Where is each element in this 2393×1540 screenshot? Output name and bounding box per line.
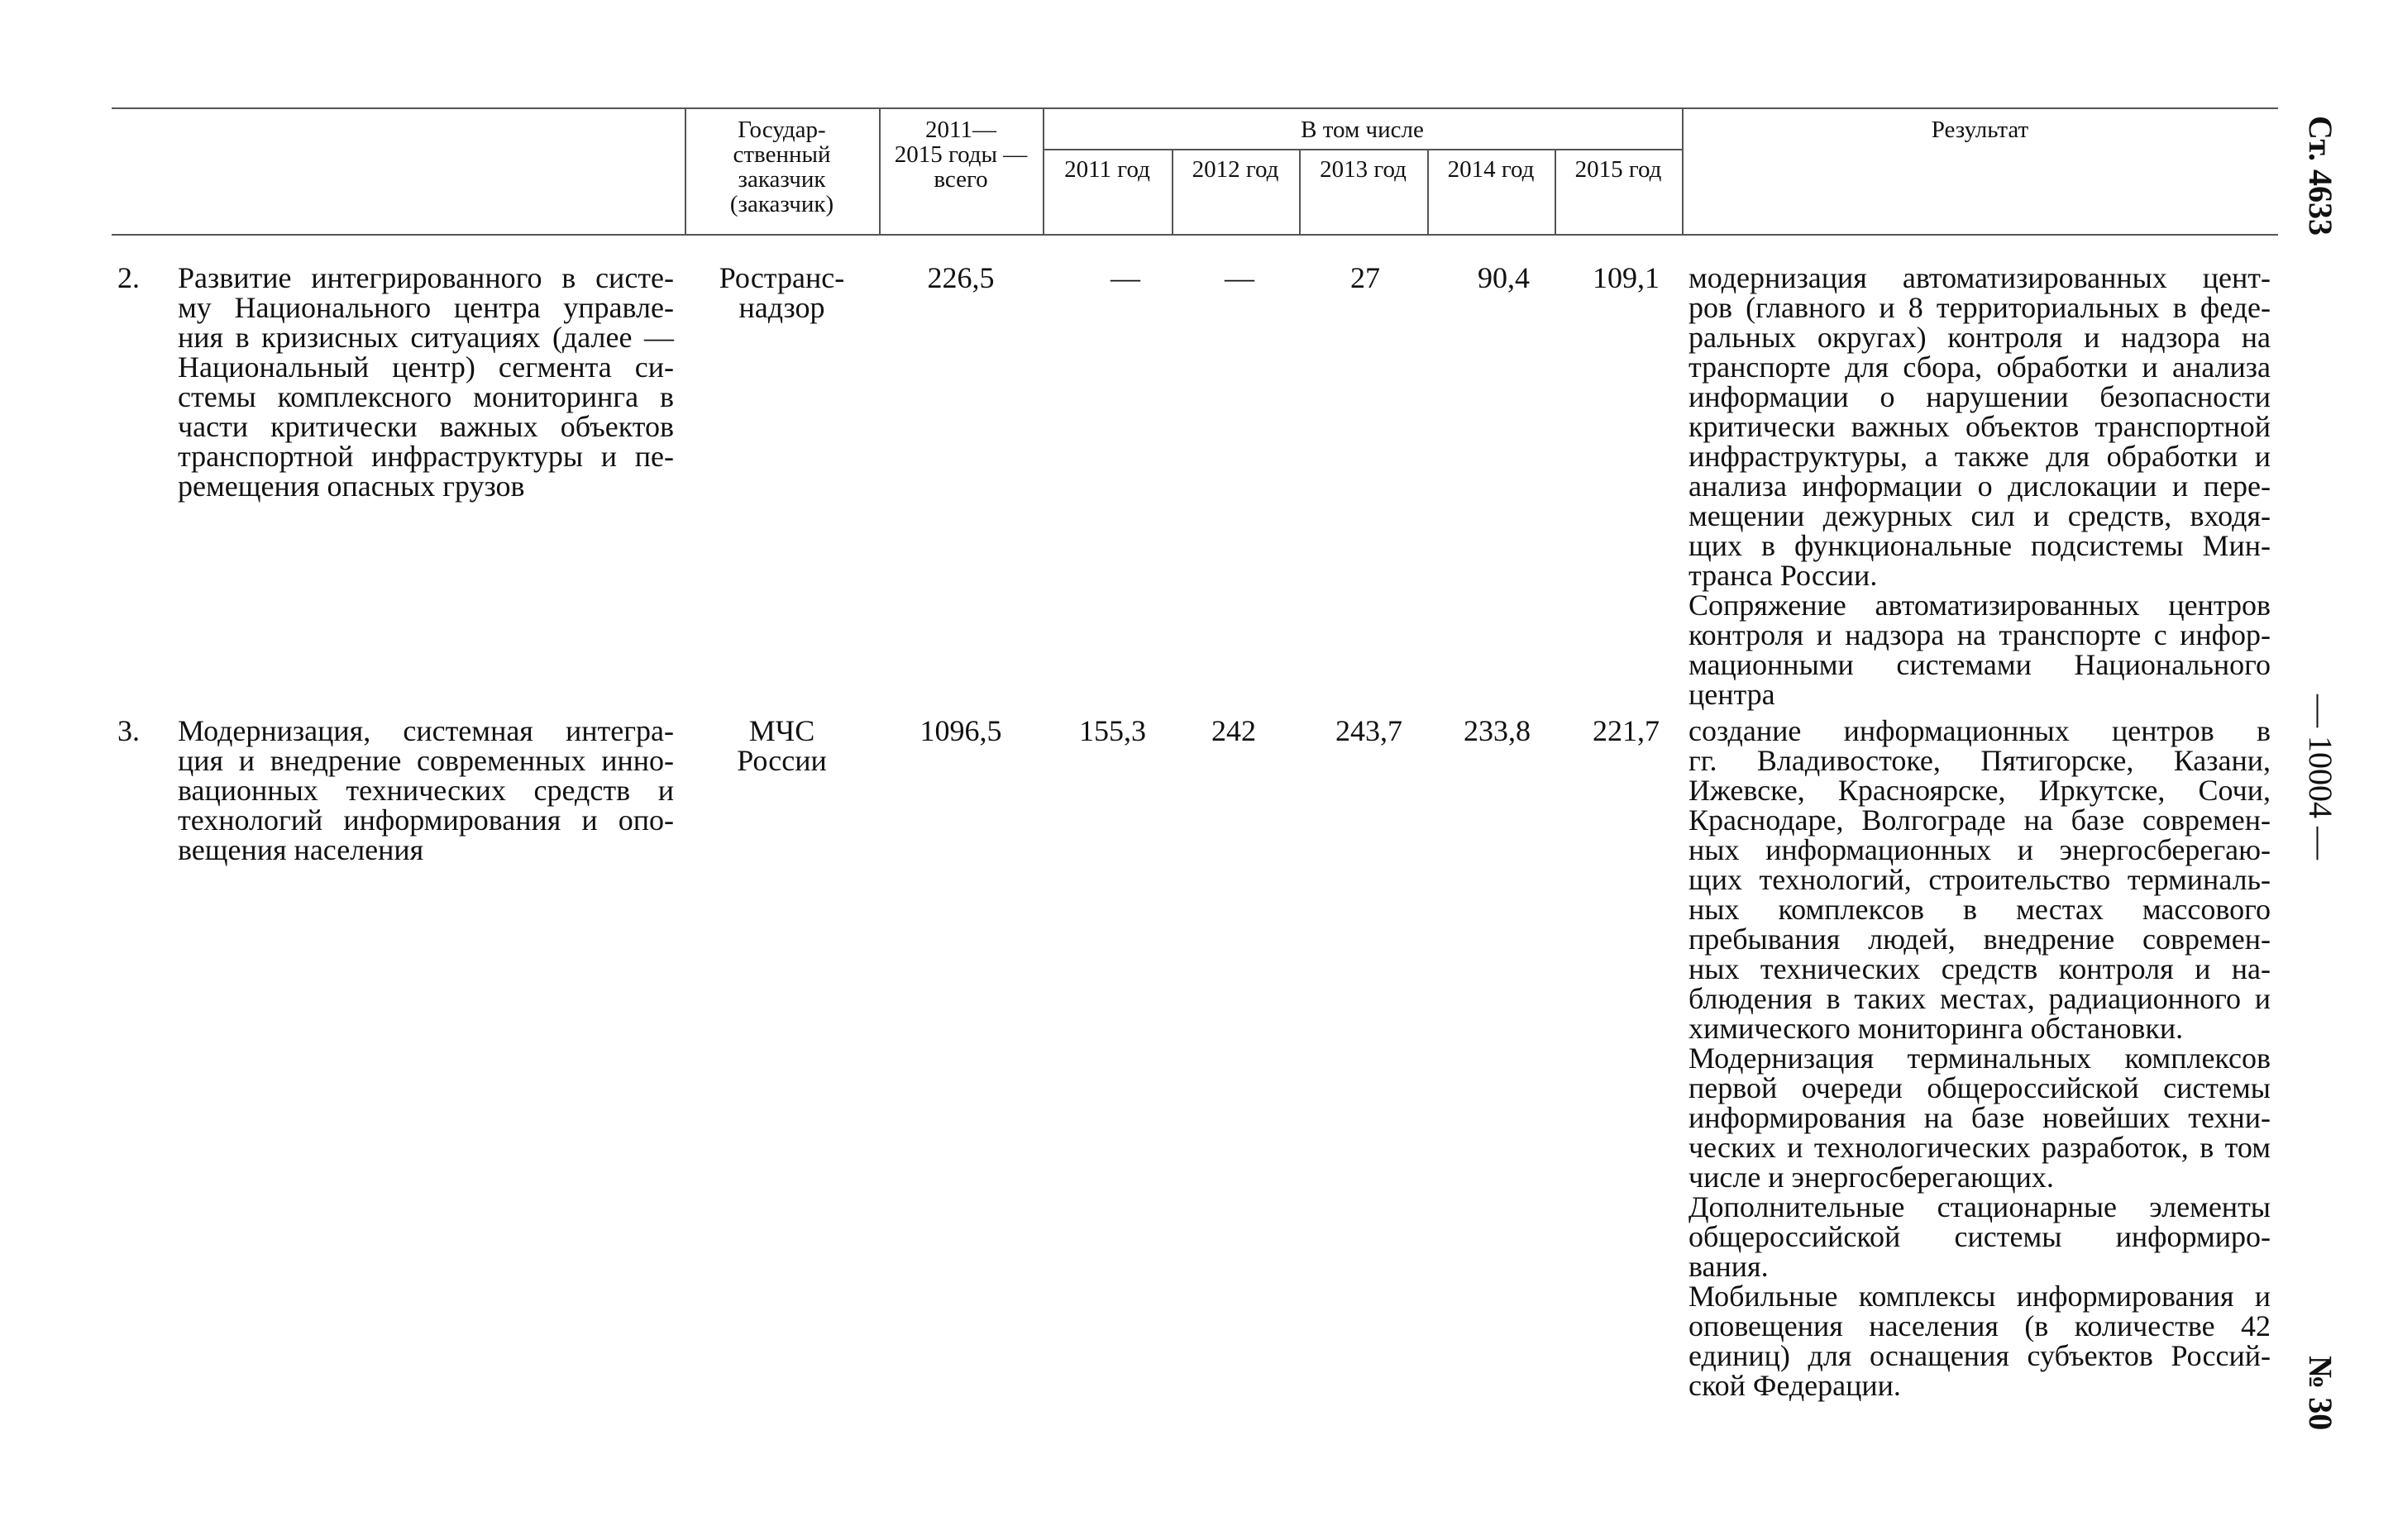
header-customer-line: ственный (733, 141, 831, 168)
result-line: Ижевске, Красноярске, Иркутске, Сочи, (1688, 774, 2271, 807)
description-line: технологий информирования и опо- (178, 803, 674, 837)
customer-line: МЧС (748, 714, 815, 747)
description-line: ция и внедрение современных инно- (178, 744, 674, 777)
result-line: анализа информации о дислокации и пере- (1688, 470, 2271, 503)
result-line: ных информационных и энергосберегаю- (1688, 833, 2271, 866)
row-result (1688, 263, 2271, 709)
issue-number: № 30 (2302, 1356, 2339, 1431)
header-customer-line: заказчик (738, 166, 826, 193)
result-line: пребывания людей, внедрение современ- (1688, 923, 2271, 956)
row-customer (685, 716, 879, 775)
row-2015: 221,7 (1593, 714, 1660, 747)
description-line: Национальный центр) сегмента си- (178, 350, 674, 384)
row-customer (685, 263, 879, 322)
description-line: ния в кризисных ситуациях (далее — (178, 321, 674, 354)
description-line: Развитие интегрированного в систе- (178, 261, 674, 294)
result-line: транспорте для сбора, обработки и анализа (1688, 350, 2271, 384)
row-number: 3. (117, 714, 140, 747)
result-line: информации о нарушении безопасности (1688, 380, 2271, 413)
customer-line: России (737, 744, 827, 777)
description-line: части критически важных объектов (178, 410, 674, 443)
result-line: Краснодаре, Волгограде на базе современ- (1688, 803, 2271, 837)
subheader-rule (1043, 149, 1682, 150)
result-line: мещении дежурных сил и средств, входя- (1688, 499, 2271, 532)
description-line: му Национального центра управле- (178, 291, 674, 324)
result-line: химического мониторинга обстановки. (1688, 1012, 2184, 1045)
result-line: создание информационных центров в (1688, 714, 2271, 747)
customer-line: Ространс- (719, 261, 845, 294)
result-line: числе и энергосберегающих. (1688, 1161, 2054, 1194)
description-line: вещения населения (178, 833, 424, 866)
row-total: 1096,5 (919, 714, 1002, 747)
header-including: В том числе (1301, 117, 1424, 143)
result-line: щих технологий, строительство терминаль- (1688, 863, 2271, 896)
result-line: центра (1688, 678, 1775, 711)
row-2013: 27 (1350, 261, 1380, 294)
header-year-2013: 2013 год (1320, 156, 1407, 183)
page-article-label: Ст. 4633 (2302, 116, 2339, 236)
description-line: стемы комплексного мониторинга в (178, 380, 674, 413)
customer-line: надзор (738, 291, 825, 324)
table-top-rule (112, 107, 2278, 109)
header-total (879, 117, 1043, 192)
header-year-2012: 2012 год (1192, 156, 1279, 183)
result-line: оповещения населения (в количестве 42 (1688, 1309, 2271, 1342)
result-line: ральных округах) контроля и надзора на (1688, 321, 2271, 354)
result-line: вания. (1688, 1250, 1769, 1283)
result-line: Модернизация терминальных комплексов (1688, 1042, 2271, 1075)
result-line: ческих и технологических разработок, в том (1688, 1131, 2271, 1164)
row-2011: — (1111, 261, 1140, 294)
description-line: транспортной инфраструктуры и пе- (178, 440, 674, 473)
result-line: Мобильные комплексы информирования и (1688, 1280, 2271, 1313)
result-line: ных технических средств контроля и на- (1688, 952, 2271, 985)
result-line: транса России. (1688, 559, 1878, 592)
header-year-2014: 2014 год (1447, 156, 1535, 183)
row-2012: 242 (1211, 714, 1256, 747)
header-customer (685, 117, 879, 217)
row-description (178, 716, 674, 865)
header-customer-line: (заказчик) (729, 191, 834, 217)
row-number: 2. (117, 261, 140, 294)
result-line: контроля и надзора на транспорте с инфор- (1688, 618, 2271, 651)
result-line: гг. Владивостоке, Пятигорске, Казани, (1688, 744, 2271, 777)
result-line: ров (главного и 8 территориальных в феде- (1688, 291, 2271, 324)
description-line: Модернизация, системная интегра- (178, 714, 674, 747)
result-line: Сопряжение автоматизированных центров (1688, 589, 2271, 622)
row-2014: 90,4 (1478, 261, 1530, 294)
result-line: единиц) для оснащения субъектов Россий- (1688, 1339, 2271, 1372)
row-result (1688, 716, 2271, 1400)
result-line: Дополнительные стационарные элементы (1688, 1190, 2271, 1223)
result-line: ской Федерации. (1688, 1369, 1901, 1402)
row-description (178, 263, 674, 501)
row-2012: — (1225, 261, 1254, 294)
result-line: информирования на базе новейших техни- (1688, 1101, 2271, 1134)
description-line: ремещения опасных грузов (178, 470, 525, 503)
result-line: блюдения в таких местах, радиационного и (1688, 982, 2271, 1015)
header-year-2011: 2011 год (1064, 156, 1150, 183)
result-line: общероссийской системы информиро- (1688, 1220, 2271, 1253)
row-2014: 233,8 (1464, 714, 1531, 747)
description-line: вационных технических средств и (178, 774, 674, 807)
header-result: Результат (1931, 117, 2029, 143)
result-line: критически важных объектов транспортной (1688, 410, 2271, 443)
header-total-line: 2011— (925, 117, 996, 143)
header-total-line: всего (934, 166, 988, 193)
result-line: первой очереди общероссийской системы (1688, 1071, 2271, 1104)
row-2015: 109,1 (1593, 261, 1660, 294)
row-total: 226,5 (927, 261, 995, 294)
result-line: ных комплексов в местах массового (1688, 893, 2271, 926)
page-number: — 10004 — (2302, 694, 2339, 860)
row-2013: 243,7 (1335, 714, 1402, 747)
header-bottom-rule (112, 234, 2278, 236)
result-line: мационными системами Национального (1688, 648, 2271, 681)
header-total-line: 2015 годы — (894, 141, 1028, 168)
header-year-2015: 2015 год (1574, 156, 1662, 183)
header-customer-line: Государ- (738, 117, 826, 143)
row-2011: 155,3 (1079, 714, 1146, 747)
result-line: щих в функциональные подсистемы Мин- (1688, 529, 2271, 562)
result-line: инфраструктуры, а также для обработки и (1688, 440, 2271, 473)
result-line: модернизация автоматизированных цент- (1688, 261, 2271, 294)
